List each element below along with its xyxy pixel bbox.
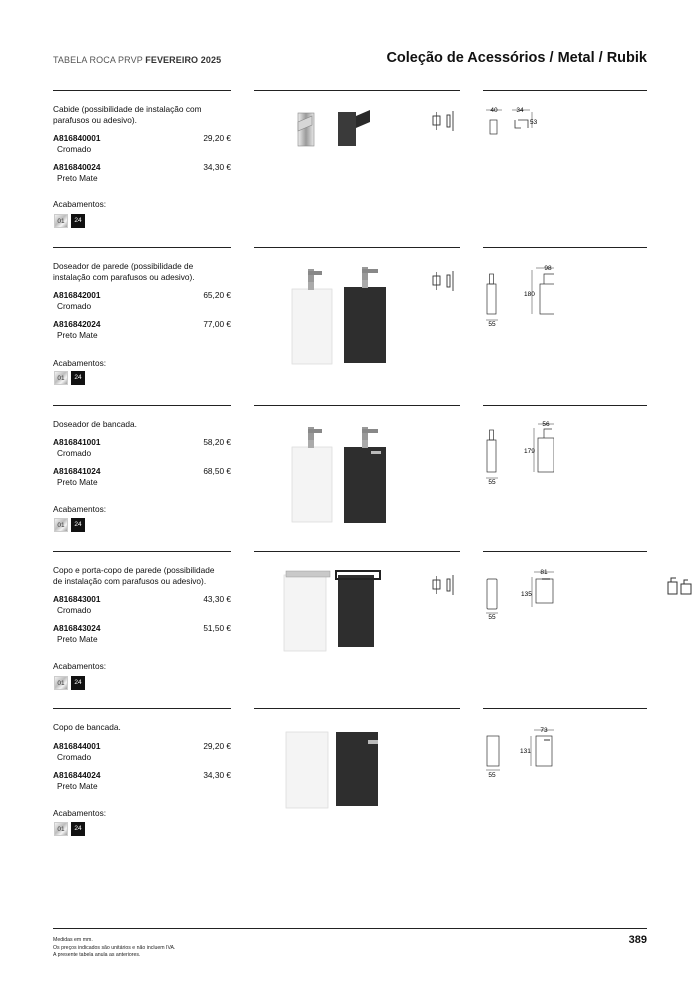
variant-row — [53, 623, 231, 647]
chrome-swatch: 01 — [54, 214, 68, 228]
technical-drawing — [484, 262, 554, 352]
finish-name: Cromado — [57, 301, 92, 311]
chrome-swatch: 01 — [54, 371, 68, 385]
bathroom-accessories-icon — [667, 575, 693, 595]
dimension-label: 55 — [488, 614, 496, 621]
finish-name: Preto Mate — [57, 477, 98, 487]
variant-row — [53, 437, 231, 461]
price: 29,20 € — [203, 741, 231, 751]
dimension-label: 55 — [488, 321, 496, 328]
price: 34,30 € — [203, 162, 231, 172]
variant-row — [53, 466, 231, 490]
dimension-label: 55 — [488, 479, 496, 486]
price: 29,20 € — [203, 133, 231, 143]
product-code: A816841024 — [53, 466, 101, 476]
product-code: A816842001 — [53, 290, 101, 300]
black-swatch: 24 — [71, 822, 85, 836]
dimension-label: 55 — [488, 772, 496, 779]
collection-title: Coleção de Acessórios / Metal / Rubik — [386, 50, 647, 66]
product-title: Copo de bancada. — [53, 722, 121, 732]
chrome-swatch: 01 — [54, 822, 68, 836]
finishes-label: Acabamentos: — [53, 504, 107, 514]
variant-row — [53, 162, 231, 186]
chrome-swatch: 01 — [54, 676, 68, 690]
variant-row — [53, 594, 231, 618]
dimension-label: 40 — [490, 107, 498, 114]
price: 51,50 € — [203, 623, 231, 633]
product-photo — [254, 569, 404, 674]
product-code: A816844001 — [53, 741, 101, 751]
product-photo — [254, 421, 404, 526]
finish-name: Preto Mate — [57, 330, 98, 340]
wall-mount-icon — [432, 270, 460, 292]
product-row — [0, 405, 700, 552]
technical-drawing — [484, 106, 554, 196]
wall-mount-icon — [432, 110, 460, 132]
finish-name: Preto Mate — [57, 781, 98, 791]
price: 43,30 € — [203, 594, 231, 604]
product-title: Doseador de bancada. — [53, 419, 137, 429]
product-code: A816841001 — [53, 437, 101, 447]
finishes-label: Acabamentos: — [53, 199, 107, 209]
product-code: A816843024 — [53, 623, 101, 633]
variant-row — [53, 133, 231, 157]
product-code: A816844024 — [53, 770, 101, 780]
variant-row — [53, 770, 231, 794]
product-photo — [254, 261, 404, 366]
black-swatch: 24 — [71, 676, 85, 690]
dimension-label: 179 — [524, 448, 535, 455]
black-swatch: 24 — [71, 371, 85, 385]
dimension-label: 135 — [521, 591, 532, 598]
product-row — [0, 247, 700, 394]
finish-name: Cromado — [57, 144, 92, 154]
product-row — [0, 551, 700, 698]
technical-drawing — [484, 565, 554, 655]
finish-name: Preto Mate — [57, 173, 98, 183]
price: 65,20 € — [203, 290, 231, 300]
product-photo — [254, 728, 404, 833]
product-code: A816840001 — [53, 133, 101, 143]
dimension-label: 180 — [524, 291, 535, 298]
wall-mount-icon — [432, 574, 460, 596]
product-title: Doseador de parede (possibilidade de instalação com parafusos ou adesivo). — [53, 261, 195, 282]
chrome-swatch: 01 — [54, 518, 68, 532]
variant-row — [53, 319, 231, 343]
product-code: A816840024 — [53, 162, 101, 172]
product-row — [0, 90, 700, 237]
product-title: Cabide (possibilidade de instalação com parafusos ou adesivo). — [53, 104, 202, 125]
technical-drawing — [484, 418, 554, 508]
product-code: A816843001 — [53, 594, 101, 604]
finish-name: Cromado — [57, 605, 92, 615]
dimension-label: 56 — [542, 421, 550, 428]
variant-row — [53, 741, 231, 765]
product-photo — [254, 100, 404, 205]
finish-name: Cromado — [57, 752, 92, 762]
dimension-label: 131 — [520, 748, 531, 755]
finish-name: Cromado — [57, 448, 92, 458]
dimension-label: 73 — [540, 727, 548, 734]
product-code: A816842024 — [53, 319, 101, 329]
dimension-label: 53 — [530, 119, 538, 126]
finishes-label: Acabamentos: — [53, 358, 107, 368]
dimension-label: 98 — [544, 265, 552, 272]
black-swatch: 24 — [71, 214, 85, 228]
dimension-label: 34 — [516, 107, 524, 114]
price: 77,00 € — [203, 319, 231, 329]
price: 68,50 € — [203, 466, 231, 476]
footer-notes: Medidas em mm. Os preços indicados são unitários e não incluem IVA. A presente tabela anula as anteriores. — [53, 937, 176, 958]
footer-rule — [53, 928, 647, 929]
price-table-label: TABELA ROCA PRVP FEVEREIRO 2025 — [53, 55, 222, 65]
finishes-label: Acabamentos: — [53, 808, 107, 818]
dimension-label: 81 — [540, 569, 548, 576]
product-row — [0, 708, 700, 855]
price: 34,30 € — [203, 770, 231, 780]
variant-row — [53, 290, 231, 314]
technical-drawing — [484, 726, 554, 816]
price: 58,20 € — [203, 437, 231, 447]
black-swatch: 24 — [71, 518, 85, 532]
page-number: 389 — [628, 934, 647, 946]
finishes-label: Acabamentos: — [53, 661, 107, 671]
finish-name: Preto Mate — [57, 634, 98, 644]
product-title: Copo e porta-copo de parede (possibilidade de instalação com parafusos ou adesivo). — [53, 565, 215, 586]
